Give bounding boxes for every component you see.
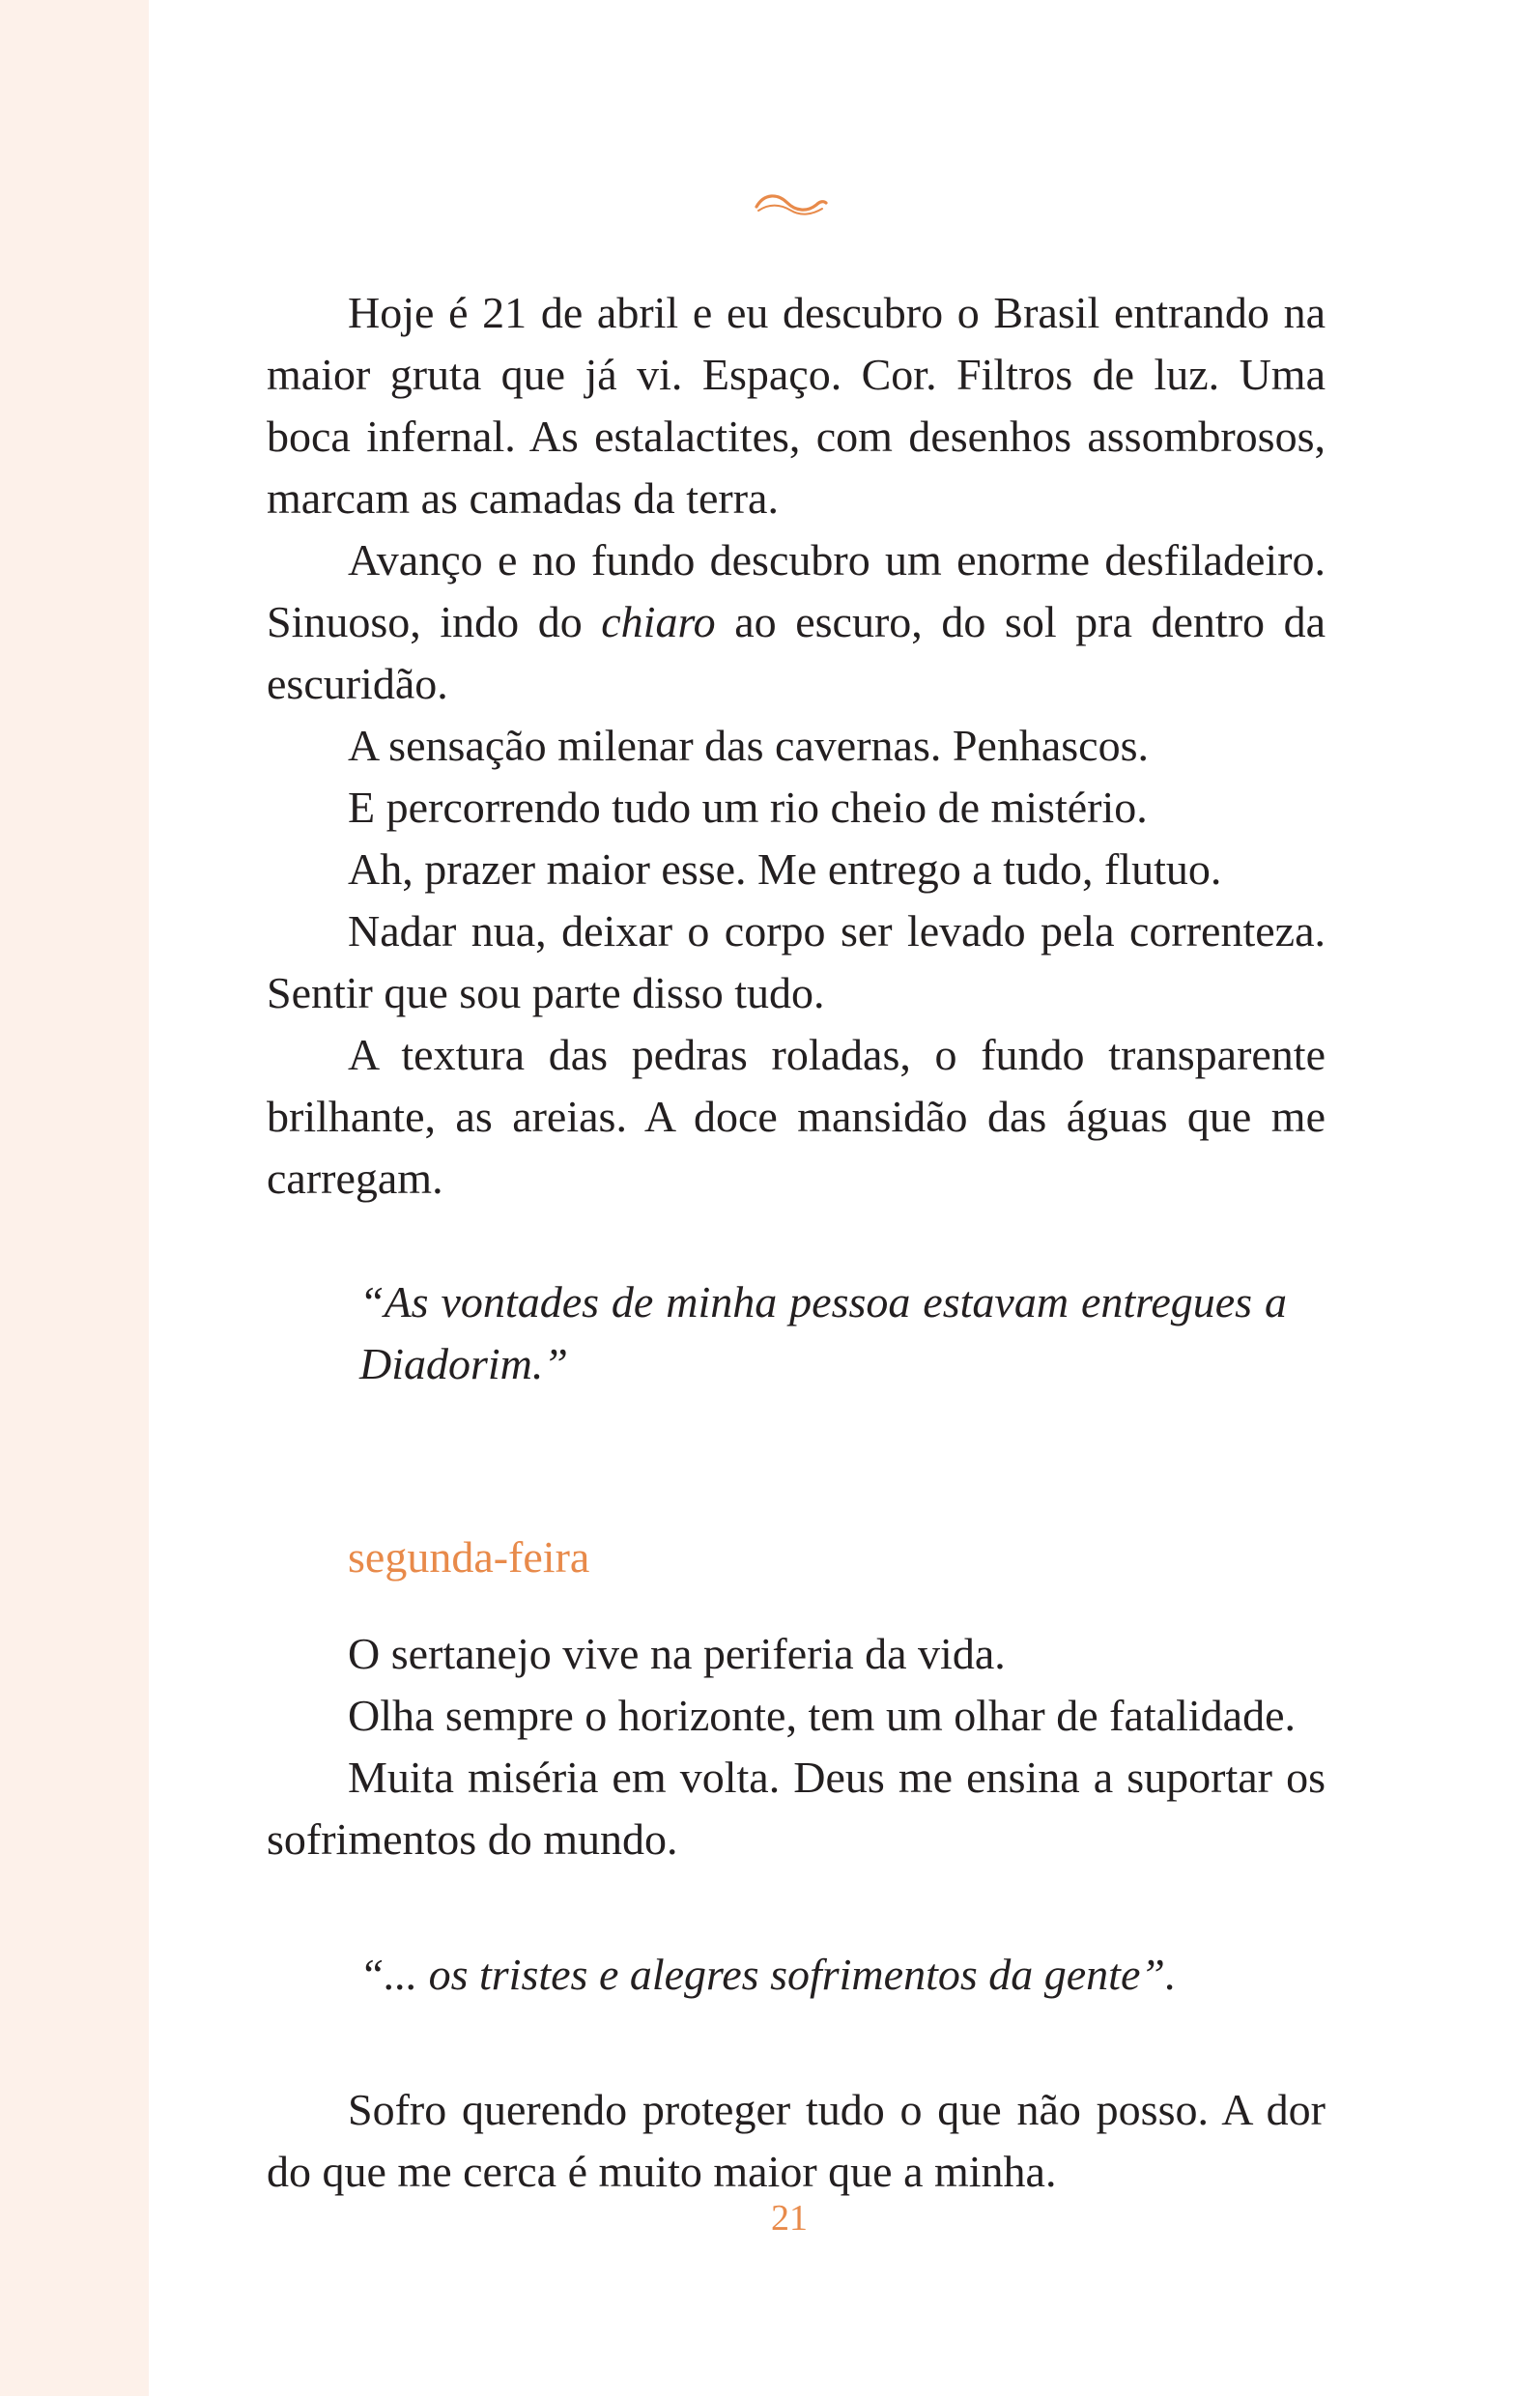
section-title: segunda-feira xyxy=(348,1532,590,1582)
paragraph-miseria: Muita miséria em volta. Deus me ensina a suportar os sofrimentos do mundo. xyxy=(267,1753,1326,1864)
paragraph-desfiladeiro-start: Avanço e no fundo descubro um enorme desfiladeiro. Sinuoso, indo do xyxy=(267,535,1326,646)
quote-diadorim: “As vontades de minha pessoa estavam entregues a Diadorim.” xyxy=(359,1277,1287,1388)
paragraph-desfiladeiro-end: ao escuro, do sol pra dentro da escuridão. xyxy=(267,597,1326,708)
paragraph-sofro: Sofro querendo proteger tudo o que não posso. A dor do que me cerca é muito maior que a minha. xyxy=(267,2085,1326,2196)
paragraph-gruta: Hoje é 21 de abril e eu descubro o Brasil entrando na maior gruta que já vi. Espaço. Cor. Filtros de luz. Uma boca infernal. As estalactites, com desenhos assombrosos, marcam as camadas da terra. xyxy=(267,288,1326,523)
italic-word-chiaro: chiaro xyxy=(601,597,716,646)
paragraph-textura: A textura das pedras roladas, o fundo transparente brilhante, as areias. A doce mansidão das águas que me carregam. xyxy=(267,1030,1326,1203)
paragraph-horizonte: Olha sempre o horizonte, tem um olhar de fatalidade. xyxy=(348,1691,1296,1740)
paragraph-cavernas: A sensação milenar das cavernas. Penhascos. xyxy=(348,721,1149,770)
paragraph-sertanejo: O sertanejo vive na periferia da vida. xyxy=(348,1629,1006,1678)
paragraph-nadar: Nadar nua, deixar o corpo ser levado pela correnteza. Sentir que sou parte disso tudo. xyxy=(267,906,1326,1017)
side-margin-strip xyxy=(0,0,149,2396)
page-body xyxy=(267,282,1326,2203)
paragraph-prazer: Ah, prazer maior esse. Me entrego a tudo, flutuo. xyxy=(348,844,1222,894)
paragraph-rio: E percorrendo tudo um rio cheio de mistério. xyxy=(348,783,1148,832)
page-number: 21 xyxy=(771,2198,808,2239)
quote-sofrimentos: “... os tristes e alegres sofrimentos da gente”. xyxy=(359,1950,1177,1999)
paragraph-desfiladeiro xyxy=(267,529,1326,715)
swash-ornament-icon xyxy=(753,189,828,218)
